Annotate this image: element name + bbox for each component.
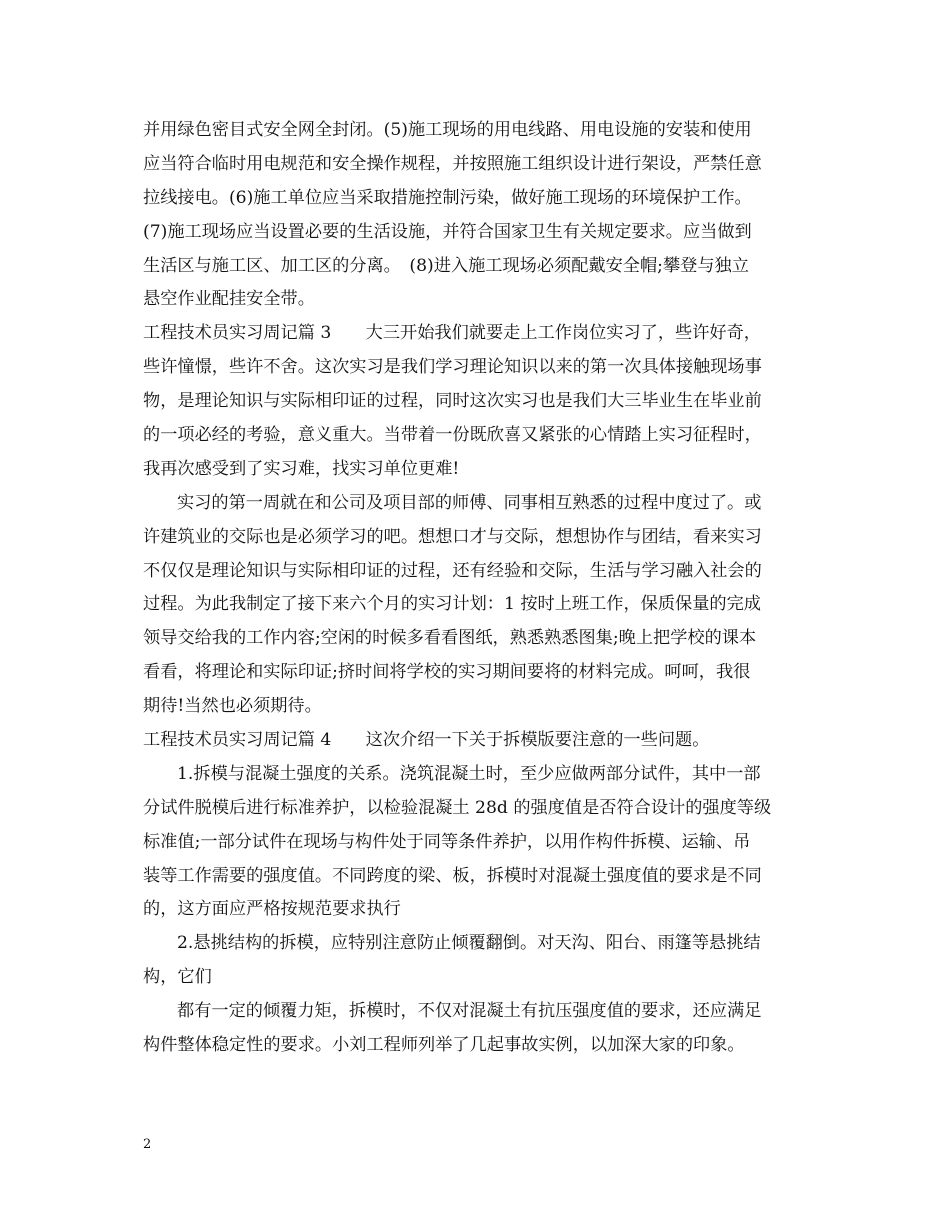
text-line: 的一项必经的考验，意义重大。当带着一份既欣喜又紧张的心情踏上实习征程时， xyxy=(143,425,762,446)
text-line: 分试件脱模后进行标准养护，以检验混凝土 28d 的强度值是否符合设计的强度等级 xyxy=(143,797,772,818)
text-line: 不仅仅是理论知识与实际相印证的过程，还有经验和交际，生活与学习融入社会的 xyxy=(143,560,762,581)
text-line: 标准值;一部分试件在现场与构件处于同等条件养护，以用作构件拆模、运输、吊 xyxy=(143,831,751,852)
text-line: 过程。为此我制定了接下来六个月的实习计划：1 按时上班工作，保质保量的完成 xyxy=(143,594,761,615)
text-line: 构件整体稳定性的要求。小刘工程师列举了几起事故实例，以加深大家的印象。 xyxy=(143,1035,745,1056)
text-line: 期待!当然也必须期待。 xyxy=(143,696,322,717)
page-number: 2 xyxy=(143,1137,152,1152)
text-line: 物，是理论知识与实际相印证的过程，同时这次实习也是我们大三毕业生在毕业前 xyxy=(143,391,762,412)
paragraph-first-line: 2.悬挑结构的拆模，应特别注意防止倾覆翻倒。对天沟、阳台、雨篷等悬挑结 xyxy=(177,933,761,954)
body-text xyxy=(143,114,809,1063)
section-heading-line: 工程技术员实习周记篇 3 大三开始我们就要走上工作岗位实习了，些许好奇， xyxy=(143,323,761,344)
text-line: 悬空作业配挂安全带。 xyxy=(143,289,315,310)
paragraph-first-line: 实习的第一周就在和公司及项目部的师傅、同事相互熟悉的过程中度过了。或 xyxy=(177,492,762,513)
text-line: (7)施工现场应当设置必要的生活设施，并符合国家卫生有关规定要求。应当做到 xyxy=(143,221,752,242)
text-line: 许建筑业的交际也是必须学习的吧。想想口才与交际，想想协作与团结，看来实习 xyxy=(143,526,762,547)
text-line: 应当符合临时用电规范和安全操作规程，并按照施工组织设计进行架设，严禁任意 xyxy=(143,153,762,174)
text-line: 些许憧憬，些许不舍。这次实习是我们学习理论知识以来的第一次具体接触现场事 xyxy=(143,357,762,378)
text-line: 的，这方面应严格按规范要求执行 xyxy=(143,899,401,920)
text-line: 生活区与施工区、加工区的分离。 (8)进入施工现场必须配戴安全帽;攀登与独立 xyxy=(143,255,749,276)
paragraph-first-line: 1.拆模与混凝土强度的关系。浇筑混凝土时，至少应做两部分试件，其中一部 xyxy=(177,763,761,784)
paragraph-first-line: 都有一定的倾覆力矩，拆模时，不仅对混凝土有抗压强度值的要求，还应满足 xyxy=(177,1001,762,1022)
text-line: 领导交给我的工作内容;空闲的时候多看看图纸，熟悉熟悉图集;晚上把学校的课本 xyxy=(143,628,757,649)
text-line: 构，它们 xyxy=(143,967,212,988)
text-line: 并用绿色密目式安全网全封闭。(5)施工现场的用电线路、用电设施的安装和使用 xyxy=(143,120,752,140)
text-line: 拉线接电。(6)施工单位应当采取措施控制污染，做好施工现场的环境保护工作。 xyxy=(143,187,752,208)
text-line: 看看，将理论和实际印证;挤时间将学校的实习期间要将的材料完成。呵呵，我很 xyxy=(143,662,751,683)
text-line: 我再次感受到了实习难，找实习单位更难! xyxy=(143,458,460,479)
section-heading-line: 工程技术员实习周记篇 4 这次介绍一下关于拆模版要注意的一些问题。 xyxy=(143,730,710,751)
text-line: 装等工作需要的强度值。不同跨度的梁、板，拆模时对混凝土强度值的要求是不同 xyxy=(143,865,762,886)
